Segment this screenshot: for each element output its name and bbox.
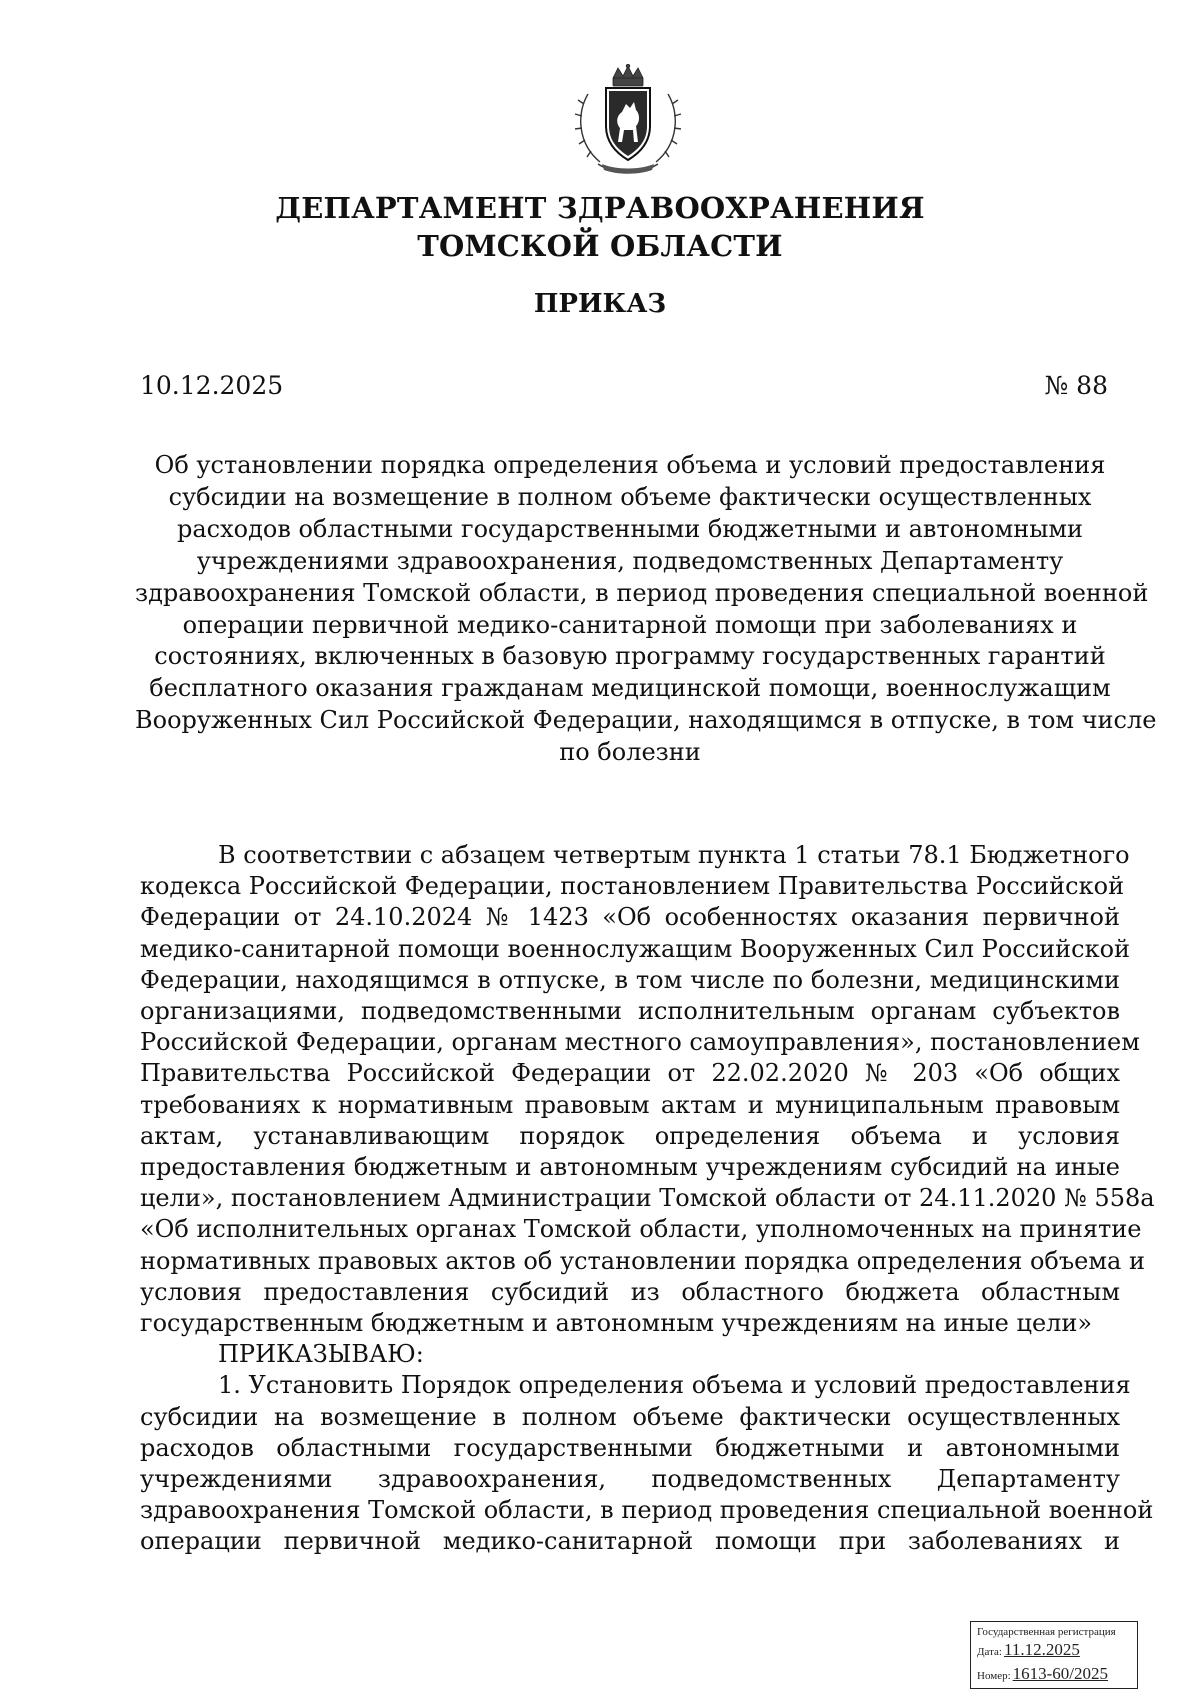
order-date: 10.12.2025 bbox=[140, 371, 284, 400]
title-line: бесплатного оказания гражданам медицинской помощи, военнослужащим bbox=[149, 674, 1111, 703]
order-body bbox=[140, 840, 1155, 1558]
preamble-line: актам, устанавливающим порядок определения объема и условия bbox=[140, 1121, 1120, 1150]
title-line: по болезни bbox=[559, 738, 701, 767]
stamp-title: Государственная регистрация bbox=[977, 1626, 1116, 1638]
preamble-line: государственным бюджетным и автономным учреждениям на иные цели» bbox=[140, 1309, 1093, 1338]
preamble-line: медико-санитарной помощи военнослужащим Вооруженных Сил Российской bbox=[140, 934, 1131, 963]
preamble-line: Федерации от 24.10.2024 № 1423 «Об особенностях оказания первичной bbox=[140, 903, 1120, 932]
stamp-date-label: Дата: bbox=[977, 1646, 1002, 1658]
stamp-number-row bbox=[977, 1663, 1133, 1687]
item1-line: операции первичной медико-санитарной помощи при заболеваниях и bbox=[140, 1527, 1120, 1556]
preamble-line: «Об исполнительных органах Томской области, уполномоченных на принятие bbox=[140, 1215, 1142, 1244]
preamble-line: Правительства Российской Федерации от 22.02.2020 № 203 «Об общих bbox=[140, 1059, 1120, 1088]
stamp-number-label: Номер: bbox=[977, 1670, 1011, 1682]
preamble-line: В соответствии с абзацем четвертым пункта 1 статьи 78.1 Бюджетного bbox=[218, 841, 1130, 869]
item1-line: учреждениями здравоохранения, подведомственных Департаменту bbox=[140, 1465, 1120, 1494]
preamble-line: Российской Федерации, органам местного самоуправления», постановлением bbox=[140, 1028, 1140, 1057]
order-directive-word: ПРИКАЗЫВАЮ: bbox=[218, 1340, 424, 1369]
document-type-heading: ПРИКАЗ bbox=[533, 289, 667, 319]
stamp-date-row bbox=[977, 1639, 1133, 1663]
title-line: состояниях, включенных в базовую программу государственных гарантий bbox=[154, 642, 1106, 671]
title-line: операции первичной медико-санитарной помощи при заболеваниях и bbox=[182, 610, 1078, 639]
order-number: № 88 bbox=[1044, 371, 1108, 400]
title-line: Об установлении порядка определения объема и условий предоставления bbox=[154, 451, 1106, 479]
item1-line: субсидии на возмещение в полном объеме фактически осуществленных bbox=[140, 1402, 1120, 1431]
preamble-line: условия предоставления субсидий из областного бюджета областным bbox=[140, 1277, 1120, 1306]
preamble-line: Федерации, находящимся в отпуске, в том числе по болезни, медицинскими bbox=[140, 965, 1120, 994]
preamble-line: организациями, подведомственными исполнительным органам субъектов bbox=[140, 997, 1120, 1026]
title-line: учреждениями здравоохранения, подведомственных Департаменту bbox=[196, 546, 1064, 575]
title-line: расходов областными государственными бюджетными и автономными bbox=[177, 514, 1083, 543]
preamble-line: кодекса Российской Федерации, постановлением Правительства Российской bbox=[140, 872, 1125, 901]
title-line: здравоохранения Томской области, в период проведения специальной военной bbox=[135, 578, 1149, 607]
title-line: субсидии на возмещение в полном объеме фактически осуществленных bbox=[168, 482, 1092, 511]
coat-of-arms-emblem bbox=[568, 64, 688, 180]
title-line: Вооруженных Сил Российской Федерации, находящимся в отпуске, в том числе bbox=[135, 706, 1157, 735]
department-name-line1: ДЕПАРТАМЕНТ ЗДРАВООХРАНЕНИЯ bbox=[275, 191, 925, 225]
preamble-line: цели», постановлением Администрации Томской области от 24.11.2020 № 558а bbox=[140, 1184, 1155, 1213]
department-name-line2: ТОМСКОЙ ОБЛАСТИ bbox=[417, 229, 783, 263]
registration-stamp bbox=[970, 1621, 1138, 1689]
item1-line: здравоохранения Томской области, в период проведения специальной военной bbox=[140, 1496, 1154, 1525]
preamble-line: предоставления бюджетным и автономным учреждениям субсидий на иные bbox=[140, 1153, 1120, 1182]
stamp-number-value: 1613-60/2025 bbox=[1012, 1664, 1109, 1683]
item1-line: расходов областными государственными бюджетными и автономными bbox=[140, 1433, 1120, 1462]
stamp-date-value: 11.12.2025 bbox=[1003, 1640, 1080, 1659]
order-title bbox=[135, 450, 1157, 769]
preamble-line: требованиях к нормативным правовым актам и муниципальным правовым bbox=[140, 1090, 1120, 1119]
preamble-line: нормативных правовых актов об установлении порядка определения объема и bbox=[140, 1246, 1145, 1275]
item1-line: 1. Установить Порядок определения объема и условий предоставления bbox=[218, 1371, 1131, 1400]
